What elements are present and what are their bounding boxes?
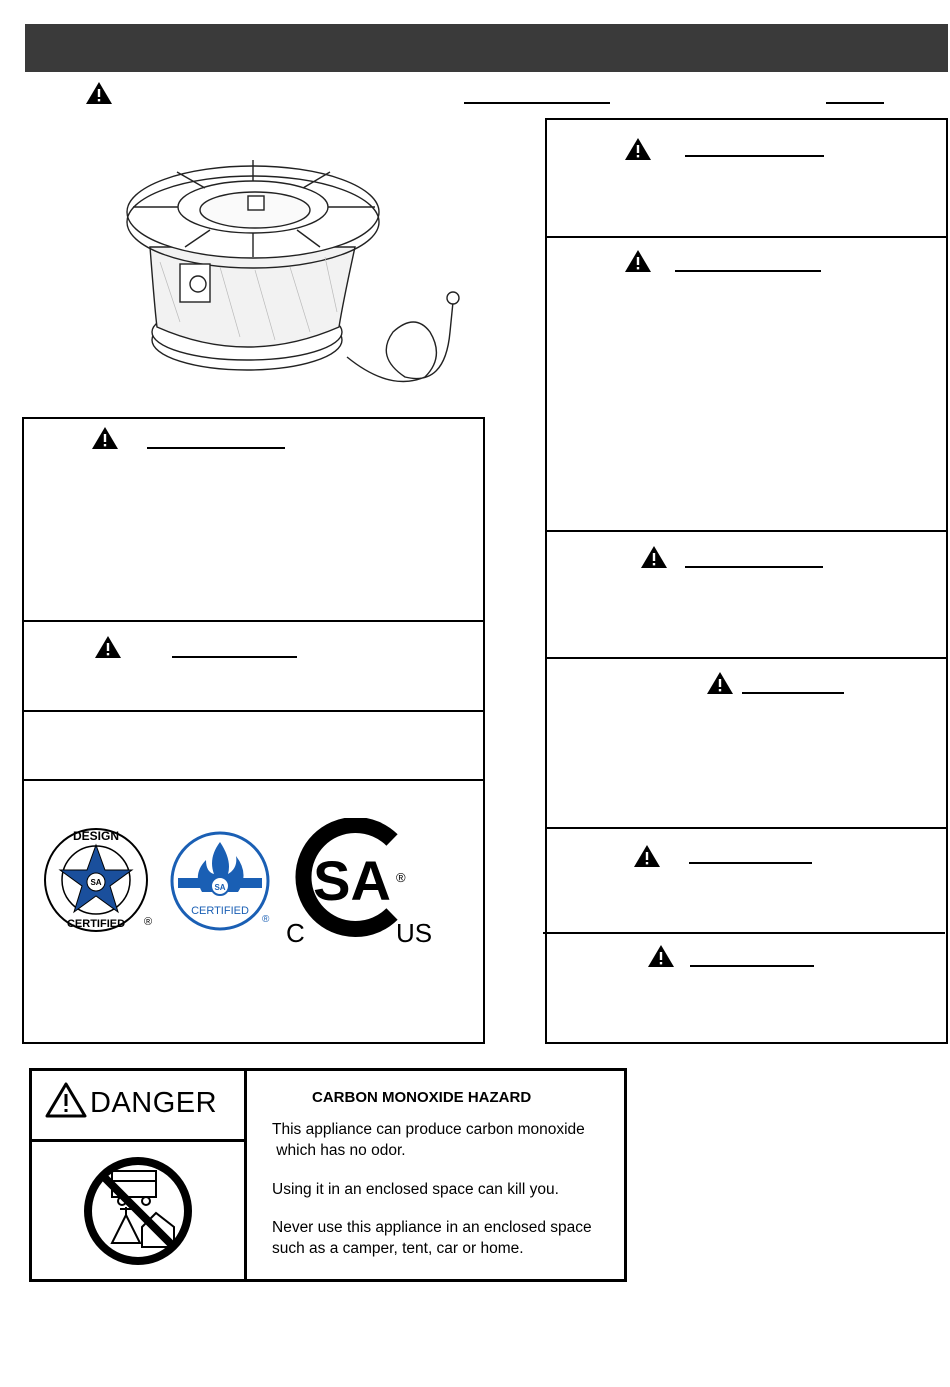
certified-label: CERTIFIED bbox=[191, 905, 249, 917]
design-label: DESIGN bbox=[72, 829, 120, 843]
country-c: C bbox=[286, 918, 305, 948]
no-enclosed-space-icon bbox=[82, 1151, 194, 1269]
country-us: US bbox=[396, 918, 433, 948]
divider bbox=[545, 827, 948, 829]
warning-triangle-icon bbox=[44, 1081, 88, 1119]
hazard-line-2: which has no odor. bbox=[272, 1142, 406, 1159]
design-certified-logo bbox=[44, 825, 154, 935]
certified-label: CERTIFIED bbox=[66, 918, 126, 930]
left-warning-panel bbox=[22, 417, 485, 1044]
fire-pit-illustration bbox=[125, 152, 470, 395]
underline bbox=[826, 102, 884, 104]
divider bbox=[545, 530, 948, 532]
hazard-line-3: Using it in an enclosed space can kill you. bbox=[272, 1181, 559, 1198]
underline bbox=[147, 447, 285, 449]
warning-triangle-icon bbox=[624, 249, 652, 273]
csa-mini-mark: SA bbox=[214, 883, 226, 892]
warning-triangle-icon bbox=[91, 426, 119, 450]
danger-label bbox=[29, 1068, 627, 1282]
underline bbox=[464, 102, 610, 104]
hazard-line-1: This appliance can produce carbon monoxide bbox=[272, 1121, 585, 1138]
warning-triangle-icon bbox=[94, 635, 122, 659]
csa-c-us-logo bbox=[284, 818, 454, 948]
hazard-line-5: such as a camper, tent, car or home. bbox=[272, 1240, 524, 1257]
divider bbox=[22, 779, 485, 781]
underline bbox=[690, 965, 814, 967]
warning-triangle-icon bbox=[647, 944, 675, 968]
registered-mark: ® bbox=[396, 870, 406, 885]
registered-mark: ® bbox=[262, 914, 270, 925]
header-bar bbox=[25, 24, 948, 72]
csa-mark: SA bbox=[313, 849, 391, 912]
label-divider bbox=[244, 1071, 247, 1279]
warning-triangle-icon bbox=[624, 137, 652, 161]
underline bbox=[689, 862, 812, 864]
label-divider bbox=[32, 1139, 244, 1142]
registered-mark: ® bbox=[144, 916, 153, 928]
right-warning-panel bbox=[545, 118, 948, 1044]
underline bbox=[685, 155, 824, 157]
underline bbox=[675, 270, 821, 272]
warning-triangle-icon bbox=[640, 545, 668, 569]
csa-mini-mark: SA bbox=[90, 878, 102, 887]
underline bbox=[685, 566, 823, 568]
underline bbox=[172, 656, 297, 658]
warning-triangle-icon bbox=[85, 81, 113, 105]
divider bbox=[22, 710, 485, 712]
warning-triangle-icon bbox=[633, 844, 661, 868]
divider bbox=[543, 932, 945, 934]
hazard-title: CARBON MONOXIDE HAZARD bbox=[312, 1089, 532, 1106]
csa-flame-certified-logo bbox=[170, 830, 275, 935]
underline bbox=[742, 692, 844, 694]
warning-triangle-icon bbox=[706, 671, 734, 695]
danger-signal-word: DANGER bbox=[90, 1087, 218, 1119]
hazard-line-4: Never use this appliance in an enclosed space bbox=[272, 1219, 592, 1236]
divider bbox=[545, 236, 948, 238]
divider bbox=[545, 657, 948, 659]
divider bbox=[22, 620, 485, 622]
